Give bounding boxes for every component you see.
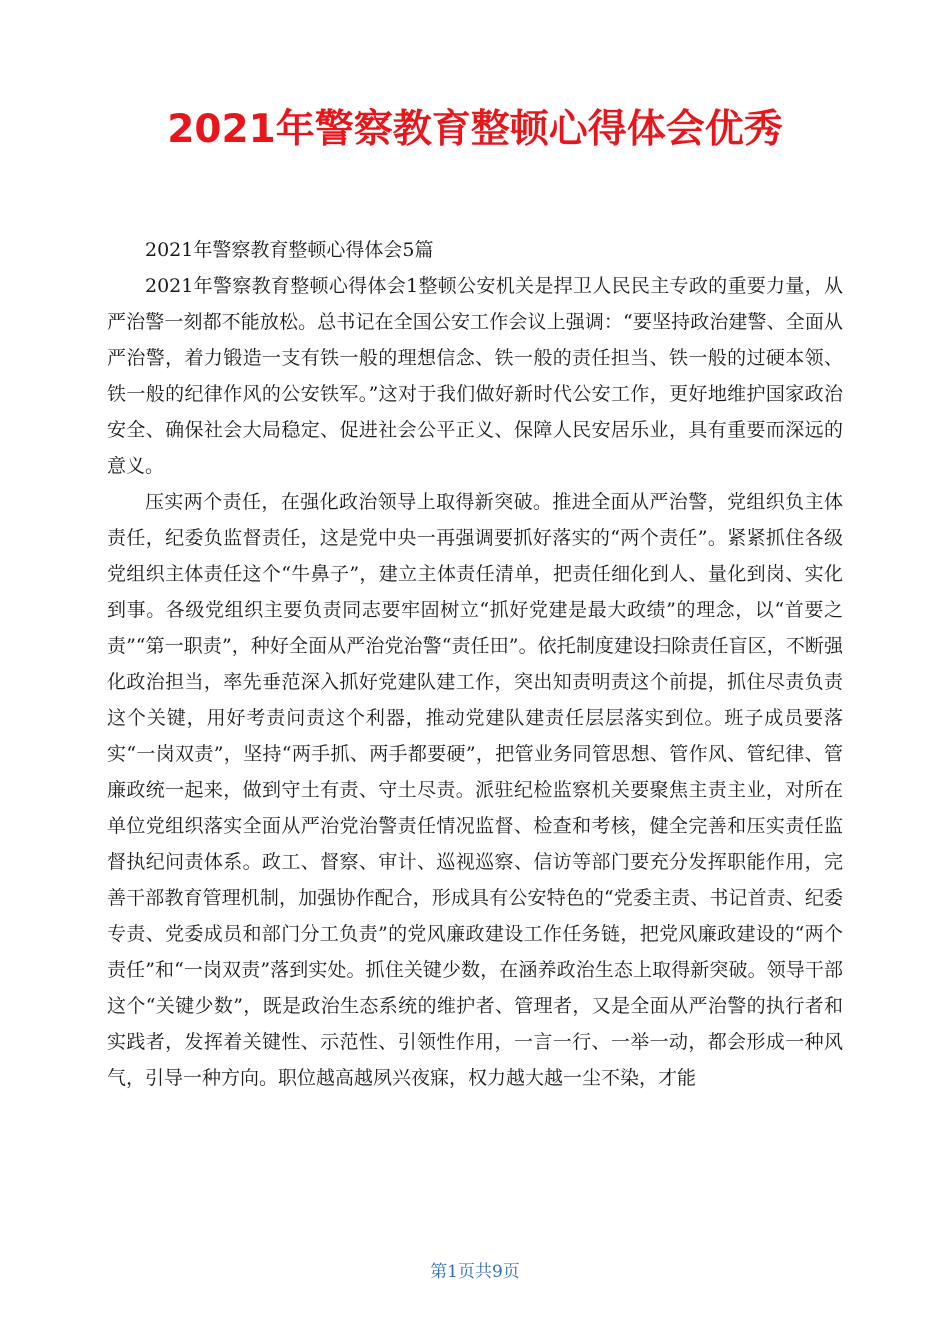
paragraph-subtitle: 2021年警察教育整顿心得体会5篇 xyxy=(145,239,434,261)
document-body xyxy=(107,232,843,1096)
document-title: 2021年警察教育整顿心得体会优秀 xyxy=(167,107,783,152)
paragraph-responsibility: 压实两个责任，在强化政治领导上取得新突破。推进全面从严治警，党组织负主体责任，纪委负监督责任，这是党中央一再强调要抓好落实的“两个责任”。紧紧抓住各级党组织主体责任这个“牛鼻子”，建立主体责任清单，把责任细化到人、量化到岗、实化到事。各级党组织主要负责同志要牢固树立“抓好党建是最大政绩”的理念，以“首要之责”“第一职责”，种好全面从严治党治警“责任田”。依托制度建设扫除责任盲区，不断强化政治担当，率先垂范深入抓好党建队建工作，突出知责明责这个前提，抓住尽责负责这个关键，用好考责问责这个利器，推动党建队建责任层层落实到位。班子成员要落实“一岗双责”，坚持“两手抓、两手都要硬”，把管业务同管思想、管作风、管纪律、管廉政统一起来，做到守土有责、守土尽责。派驻纪检监察机关要聚焦主责主业，对所在单位党组织落实全面从严治党治警责任情况监督、检查和考核，健全完善和压实责任监督执纪问责体系。政工、督察、审计、巡视巡察、信访等部门要充分发挥职能作用，完善干部教育管理机制，加强协作配合，形成具有公安特色的“党委主责、书记首责、纪委专责、党委成员和部门分工负责”的党风廉政建设工作任务链，把党风廉政建设的“两个责任”和“一岗双责”落到实处。抓住关键少数，在涵养政治生态上取得新突破。领导干部这个“关键少数”，既是政治生态系统的维护者、管理者，又是全面从严治警的执行者和实践者，发挥着关键性、示范性、引领性作用，一言一行、一举一动，都会形成一种风气，引导一种方向。职位越高越夙兴夜寐，权力越大越一尘不染，才能 xyxy=(107,491,843,1089)
paragraph-intro: 2021年警察教育整顿心得体会1整顿公安机关是捍卫人民民主专政的重要力量，从严治警一刻都不能放松。总书记在全国公安工作会议上强调：“要坚持政治建警、全面从严治警，着力锻造一支有铁一般的理想信念、铁一般的责任担当、铁一般的过硬本领、铁一般的纪律作风的公安铁军。”这对于我们做好新时代公安工作，更好地维护国家政治安全、确保社会大局稳定、促进社会公平正义、保障人民安居乐业，具有重要而深远的意义。 xyxy=(107,275,843,477)
page-number-footer: 第1页共9页 xyxy=(430,1262,520,1282)
